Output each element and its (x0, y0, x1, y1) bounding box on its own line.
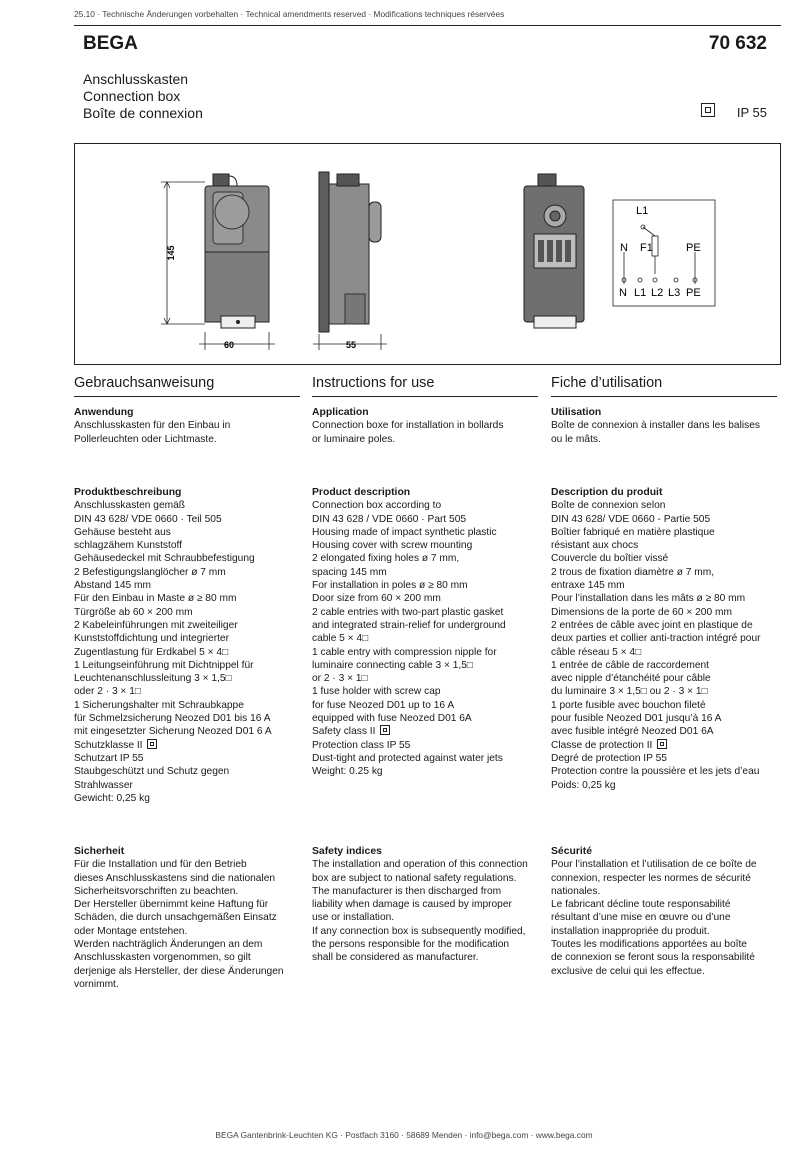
front-width-label: 60 (223, 340, 235, 350)
section-body: Connection box according to DIN 43 628 / VDE 0660 · Part 505 Housing made of impact synthetic plastic Housing cover with screw mounting 2 elongated fixing holes ø 7 mm, spacing 145 mm For installation in poles ø ≥ 80 mm Door size from 60 × 200 mm 2 cable entries with two-part plastic gasket and integrated strain-relief for underground cable 5 × 4□ 1 cable entry with compression nipple for luminaire connecting cable 3 × 1,5□ or 2 · 3 × 1□ 1 fuse holder with screw cap for fuse Neozed D01 up to 16 A equipped with fuse Neozed D01 6A (312, 500, 506, 725)
section-body: Für die Installation und für den Betrieb dieses Anschlusskastens sind die nationalen Sicherheitsvorschriften zu beachten. Der Hersteller übernimmt keine Haftung für Schäden, die durch unsachgemäßen Einsatz oder Montage entstehen. Werden nachträglich Änderungen an dem Anschlusskasten vorgenommen, so gilt derjenige als Hersteller, der diese Änderungen vornimmt. (74, 859, 284, 990)
section-title: Product description (312, 487, 411, 498)
title-en: Connection box (83, 88, 181, 104)
section-safety-indices (312, 845, 544, 965)
front-view-drawing (205, 174, 269, 328)
part-number: 70 632 (708, 33, 767, 54)
product-drawing-panel (74, 143, 781, 365)
section-body: Pour l’installation et l’utilisation de ce boîte de connexion, respecter les normes de sécurité nationales. Le fabricant décline toute responsabilité résultant d’une mise en œuvre ou d’une installation inappropriée du produit. Toutes les modifications apportées au boîte de connexion se feront sous la responsabilité exclusive de celui qui les effectue. (551, 859, 757, 977)
section-body: Boîte de connexion à installer dans les balises ou le mâts. (551, 420, 760, 445)
section-body-continued: Degré de protection IP 55 Protection contre la poussière et les jets d’eau Poids: 0,25 kg (551, 752, 760, 791)
section-utilisation (551, 406, 783, 446)
section-sicherheit (74, 845, 306, 991)
heading-rule-en (312, 396, 538, 397)
wiring-label-f1: F1 (640, 242, 653, 254)
brand-name: BEGA (83, 33, 138, 54)
section-body: Connection boxe for installation in bollards or luminaire poles. (312, 420, 504, 445)
class-line (312, 725, 544, 738)
section-anwendung (74, 406, 306, 446)
section-title: Produktbeschreibung (74, 487, 182, 498)
wiring-label-n-top: N (620, 242, 628, 254)
front-width-dimension (199, 332, 275, 350)
section-product-description (312, 486, 544, 779)
section-title: Anwendung (74, 407, 134, 418)
height-label: 145 (166, 245, 176, 261)
side-width-label: 55 (345, 340, 357, 350)
open-view-drawing (524, 174, 584, 328)
class-text: Safety class II (312, 726, 376, 738)
section-body: Anschlusskasten gemäß DIN 43 628/ VDE 0660 · Teil 505 Gehäuse besteht aus schlagzähem Kunststoff Gehäusedeckel mit Schraubbefestigung 2 Befestigungslanglöcher ø 7 mm Abstand 145 mm Für den Einbau in Maste ø ≥ 80 mm Türgröße ab 60 × 200 mm 2 Kabeleinführungen mit zweiteiliger Kunststoffdichtung und integrierter Zugentlastung für Erdkabel 5 × 4□ 1 Leitungseinführung mit Dichtnippel für Leuchtenanschlussleitung 3 × 1,5□ oder 2 · 3 × 1□ 1 Sicherungshalter mit Schraubkappe für Schmelzsicherung Neozed D01 bis 16 A mit eingesetzter Sicherung Neozed D01 6 A (74, 500, 272, 738)
section-body: Boîte de connexion selon DIN 43 628/ VDE 0660 - Partie 505 Boîtier fabriqué en matière plastique résistant aux chocs Couvercle du boîtier vissé 2 trous de fixation diamètre ø 7 mm, entraxe 145 mm Pour l’installation dans les mâts ø ≥ 80 mm Dimensions de la porte de 60 × 200 mm 2 entrées de câble avec joint en plastique de deux parties et collier anti-traction intégré pour câble réseau 5 × 4□ 1 entrée de câble de raccordement avec nipple d’étanchéité pour câble du luminaire 3 × 1,5□ ou 2 · 3 × 1□ 1 porte fusible avec bouchon fileté pour fusible Neozed D01 jusqu’à 16 A avec fusible intégré Neozed D01 6A (551, 500, 761, 738)
section-title: Utilisation (551, 407, 602, 418)
header-rule (74, 25, 781, 26)
terminal-label-pe: PE (686, 287, 701, 299)
ip-rating: IP 55 (736, 105, 767, 120)
section-produktbeschreibung (74, 486, 306, 805)
class-text: Classe de protection II (551, 739, 653, 751)
side-view-drawing (319, 172, 381, 332)
product-drawings (75, 144, 782, 366)
terminal-label-l3: L3 (668, 287, 681, 299)
wiring-label-l1-top: L1 (636, 205, 649, 217)
section-title: Safety indices (312, 846, 382, 857)
protection-class-ii-icon (147, 739, 157, 749)
terminal-label-l1: L1 (634, 287, 647, 299)
section-title: Sicherheit (74, 846, 125, 857)
section-body: The installation and operation of this connection box are subject to national safety regulations. The manufacturer is then discharged from liability when damage is caused by improper use or installation. If any connection box is subsequently modified, the persons responsible for the modification shall be considered as manufacturer. (312, 859, 528, 964)
terminal-label-l2: L2 (651, 287, 664, 299)
footer-address: BEGA Gantenbrink-Leuchten KG · Postfach 3160 · 58689 Menden · info@bega.com · www.bega.com (215, 1130, 593, 1140)
title-fr: Boîte de connexion (83, 105, 203, 121)
section-body-continued: Protection class IP 55 Dust-tight and protected against water jets Weight: 0.25 kg (312, 739, 503, 778)
wiring-label-pe-top: PE (686, 242, 701, 254)
section-body: Anschlusskasten für den Einbau in Pollerleuchten oder Lichtmaste. (74, 420, 231, 445)
protection-class-ii-icon (701, 103, 715, 117)
heading-en: Instructions for use (312, 375, 435, 391)
section-title: Sécurité (551, 846, 593, 857)
class-line (74, 739, 306, 752)
heading-rule-de (74, 396, 300, 397)
section-title: Application (312, 407, 369, 418)
heading-de: Gebrauchsanweisung (74, 375, 215, 391)
section-application (312, 406, 544, 446)
heading-rule-fr (551, 396, 777, 397)
heading-fr: Fiche d’utilisation (551, 375, 663, 391)
section-securite (551, 845, 783, 978)
protection-class-ii-icon (380, 725, 390, 735)
terminal-label-n: N (619, 287, 627, 299)
protection-class-ii-icon (657, 739, 667, 749)
section-body-continued: Schutzart IP 55 Staubgeschützt und Schutz gegen Strahlwasser Gewicht: 0,25 kg (74, 752, 230, 804)
class-text: Schutzklasse II (74, 739, 143, 751)
section-title: Description du produit (551, 487, 663, 498)
title-de: Anschlusskasten (83, 71, 189, 87)
class-line (551, 739, 783, 752)
section-description-du-produit (551, 486, 783, 792)
revision-notice: 25.10 · Technische Änderungen vorbehalten · Technical amendments reserved · Modifications techniques réservées (74, 9, 505, 19)
